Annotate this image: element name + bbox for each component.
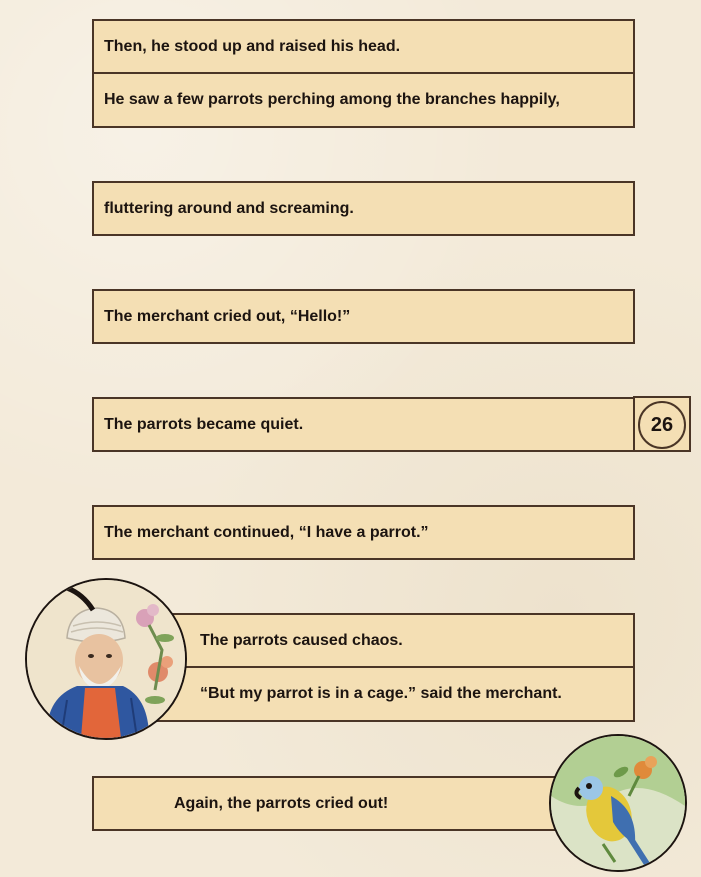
text-line-1: Then, he stood up and raised his head. xyxy=(92,19,635,74)
text-line-5: The parrots became quiet. xyxy=(92,397,635,452)
parrot-illustration xyxy=(549,734,687,872)
text-line-8: “But my parrot is in a cage.” said the merchant. xyxy=(150,666,635,722)
text-line-3: fluttering around and screaming. xyxy=(92,181,635,236)
text-line-6: The merchant continued, “I have a parrot.” xyxy=(92,505,635,560)
text-line-7: The parrots caused chaos. xyxy=(150,613,635,668)
text-line-2: He saw a few parrots perching among the branches happily, xyxy=(92,72,635,128)
merchant-portrait xyxy=(25,578,187,740)
page-number: 26 xyxy=(638,401,686,449)
text-line-9: Again, the parrots cried out! xyxy=(92,776,582,831)
text-line-4: The merchant cried out, “Hello!” xyxy=(92,289,635,344)
page-number-tab xyxy=(633,396,691,452)
